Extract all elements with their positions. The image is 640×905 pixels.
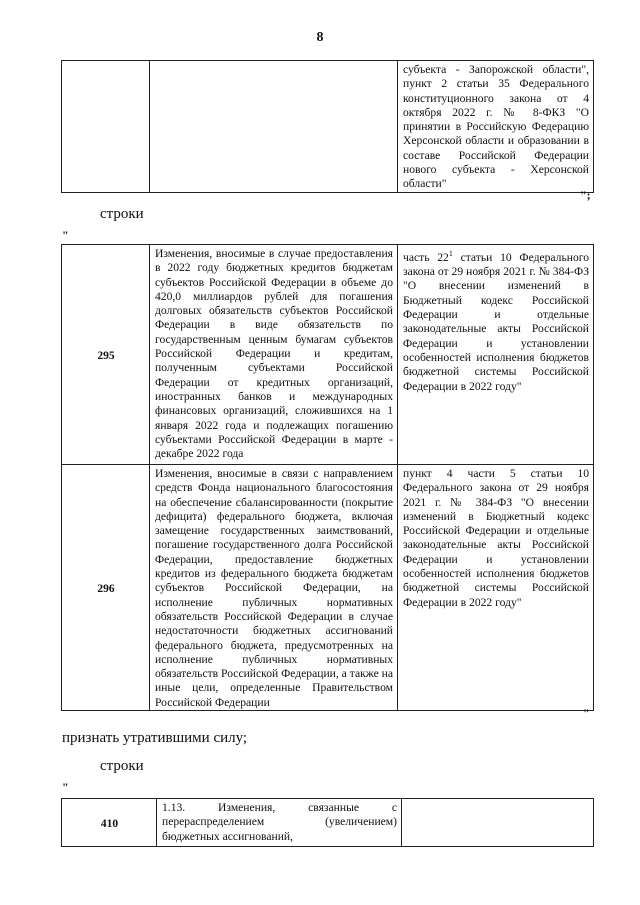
table-main [61, 244, 594, 711]
row-description [157, 799, 402, 847]
description-text: 1.13. Изменения, связанные с перераспределением (увеличением) бюджетных ассигнований, [162, 801, 397, 843]
row-number: 295 [62, 245, 150, 465]
cell-number-empty [62, 61, 150, 193]
row-legal-basis-empty [402, 799, 594, 847]
description-text: Изменения, вносимые в случае предоставления в 2022 году бюджетных кредитов бюджетам субъектов Российской Федерации в объеме до 420,0 миллиардов рублей для погашения долговых обязательств субъектов Российской Федерации в виде обязательств по государственным ценным бумагам субъектов Российской Федерации и кредитам, полученным субъектами Российской Федерации от кредитных организаций, иностранных банков и международных финансовых организаций, сложившихся на 1 января 2022 года и подлежащих погашению субъектами Российской Федерации в марте - декабре 2022 года [155, 247, 393, 461]
page-number: 8 [316, 30, 324, 45]
legal-basis-text: часть $22^1$ статьи 10 Федерального закона от 29 ноября 2021 г. № 384-ФЗ "О внесении изменений в Бюджетный кодекс Российской Федерации и отдельные законодательные акты Российской Федерации и установлении особенностей исполнения бюджетов бюджетной системы Российской Федерации в 2022 году" [403, 249, 589, 393]
table-row [62, 245, 594, 465]
description-text: Изменения, вносимые в связи с направлением средств Фонда национального благосостояния на обеспечение сбалансированности (покрытие дефицита) федерального бюджета, включая замещение государственных заимствований, погашение государственного долга Российской Федерации, предоставление бюджетных кредитов из федерального бюджета бюджетам субъектов Российской Федерации, на исполнение публичных нормативных обязательств Российской Федерации в случае недостаточности бюджетных ассигнований федерального бюджета, предусмотренных на исполнение публичных нормативных обязательств Российской Федерации, а также на иные цели, определенные Правительством Российской Федерации [155, 467, 393, 709]
row-number: 296 [62, 465, 150, 711]
table-continuation [61, 60, 594, 193]
row-number: 410 [62, 799, 157, 847]
table-bottom [61, 798, 594, 847]
table-row [62, 799, 594, 847]
cell-description-empty [150, 61, 398, 193]
legal-basis-text: пункт 4 части 5 статьи 10 Федерального закона от 29 ноября 2021 г. № 384-ФЗ "О внесении изменений в Бюджетный кодекс Российской Федерации и отдельные законодательные акты Российской Федерации и установлении особенностей исполнения бюджетов бюджетной системы Российской Федерации в 2022 году" [403, 467, 589, 609]
row-description [150, 245, 398, 465]
closing-quote: "; [580, 188, 591, 202]
row-legal-basis [398, 465, 594, 711]
legal-basis-text: субъекта - Запорожской области", пункт 2 статьи 35 Федерального конституционного закона от 4 октября 2022 г. № 8-ФКЗ "О принятии в Российскую Федерацию Херсонской области и образовании в составе Российской Федерации нового субъекта - Херсонской области" [403, 63, 589, 191]
opening-quote: " [62, 780, 69, 794]
closing-quote: " [583, 706, 590, 720]
label-rows: строки [100, 758, 144, 774]
row-legal-basis [398, 245, 594, 465]
row-description [150, 465, 398, 711]
label-rows: строки [100, 206, 144, 222]
opening-quote: " [62, 228, 69, 242]
table-row [62, 465, 594, 711]
phrase-repealed: признать утратившими силу; [62, 730, 248, 746]
cell-legal-basis [398, 61, 594, 193]
